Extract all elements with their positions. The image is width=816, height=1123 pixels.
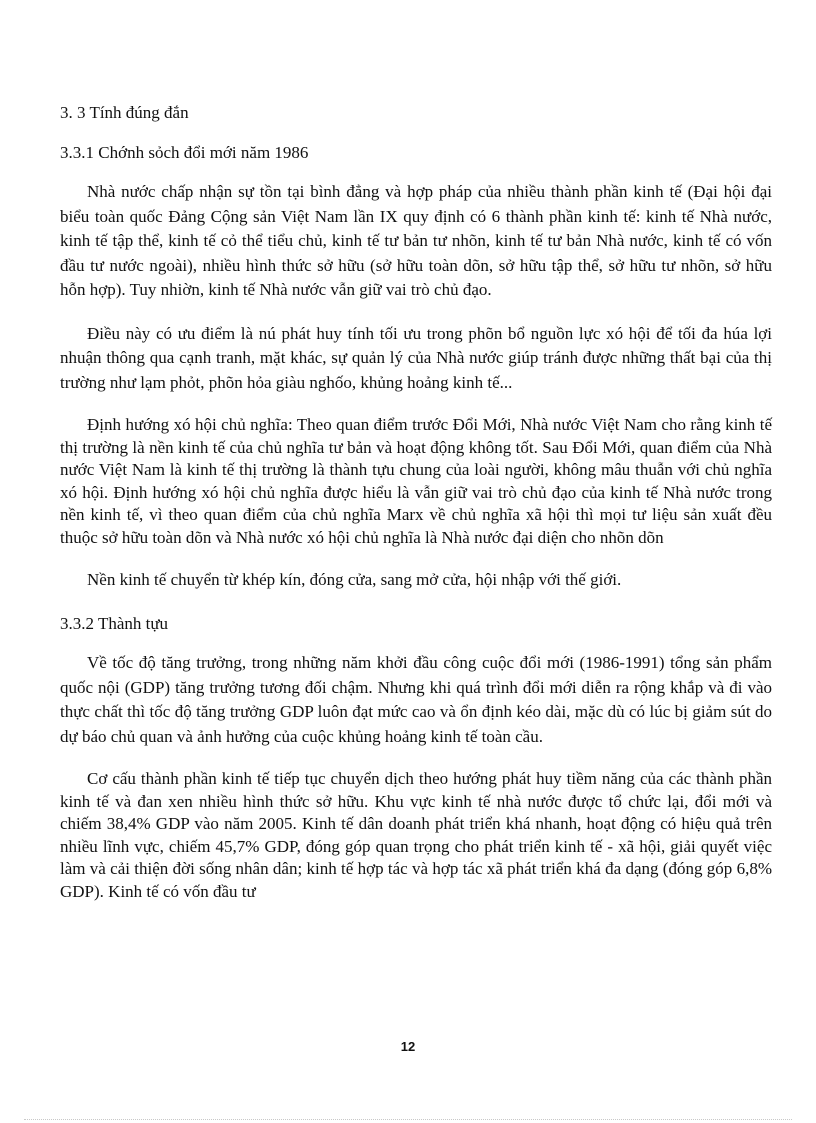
paragraph-advantages: Điều này có ưu điểm là nú phát huy tính tối ưu trong phõn bổ nguồn lực xó hội để tối đa húa lợi nhuận thông qua cạnh tranh, mặt khác, sự quản lý của Nhà nước giúp tránh được những thất bại của thị trường như lạm phỏt, phõn hỏa giàu nghốo, khủng hoảng kinh tế... (60, 323, 772, 392)
subsection-heading-achievements: 3.3.2 Thành tựu (60, 613, 169, 633)
paragraph-economic-structure: Cơ cấu thành phần kinh tế tiếp tục chuyển dịch theo hướng phát huy tiềm năng của các thành phần kinh tế và đan xen nhiều hình thức sở hữu. Khu vực kinh tế nhà nước được tổ chức lại, đổi mới và chiếm 38,4% GDP vào năm 2005. Kinh tế dân doanh phát triển khá nhanh, hoạt động có hiệu quả trên nhiều lĩnh vực, chiếm 45,7% GDP, đóng góp quan trọng cho phát triển kinh tế - xã hội, giải quyết việc làm và cải thiện đời sống nhân dân; kinh tế hợp tác và hợp tác xã phát triển khá đa dạng (đóng góp 6,8% GDP). Kinh tế có vốn đầu tư (60, 769, 772, 901)
page-bottom-divider (24, 1119, 792, 1120)
page-number: 12 (400, 1039, 416, 1054)
paragraph-economic-sectors: Nhà nước chấp nhận sự tồn tại bình đẳng và hợp pháp của nhiều thành phần kinh tế (Đại hội đại biểu toàn quốc Đảng Cộng sản Việt Nam lần IX quy định có 6 thành phần kinh tế: kinh tế Nhà nước, kinh tế tập thể, kinh tế cỏ thể tiểu chủ, kinh tế tư bản tư nhõn, kinh tế tư bản Nhà nước, kinh tế có vốn đầu tư nước ngoài), nhiều hình thức sở hữu (sở hữu toàn dõn, sở hữu tập thể, sở hữu tư nhõn, sở hữu hỗn hợp). Tuy nhiờn, kinh tế Nhà nước vẫn giữ vai trò chủ đạo. (60, 182, 772, 299)
section-heading: 3. 3 Tính đúng đắn (60, 103, 189, 122)
paragraph-opening-economy: Nền kinh tế chuyển từ khép kín, đóng cửa, sang mở cửa, hội nhập với thế giới. (87, 570, 622, 589)
subsection-heading-policy: 3.3.1 Chớnh sỏch đổi mới năm 1986 (60, 142, 309, 162)
paragraph-growth-rate: Về tốc độ tăng trưởng, trong những năm khởi đầu công cuộc đổi mới (1986-1991) tổng sản phẩm quốc nội (GDP) tăng trưởng tương đối chậm. Nhưng khi quá trình đổi mới diễn ra rộng khắp và đi vào thực chất thì tốc độ tăng trưởng GDP luôn đạt mức cao và ổn định kéo dài, mặc dù có lúc bị giảm sút do dự báo chủ quan và ảnh hưởng của cuộc khủng hoảng kinh tế toàn cầu. (60, 653, 772, 746)
page-content (60, 101, 772, 922)
paragraph-socialist-orientation: Định hướng xó hội chủ nghĩa: Theo quan điểm trước Đổi Mới, Nhà nước Việt Nam cho rằng kinh tế thị trường là nền kinh tế của chủ nghĩa tư bản và hoạt động không tốt. Sau Đổi Mới, quan điểm của Nhà nước Việt Nam là kinh tế thị trường là thành tựu chung của loài người, không mâu thuẫn với chủ nghĩa xó hội. Định hướng xó hội chủ nghĩa được hiểu là vẫn giữ vai trò chủ đạo của kinh tế Nhà nước trong nền kinh tế, vì theo quan điểm của chủ nghĩa Marx về chủ nghĩa xã hội thì mọi tư liệu sản xuất đều thuộc sở hữu toàn dõn và Nhà nước xó hội chủ nghĩa là Nhà nước đại diện cho nhõn dõn (60, 415, 772, 547)
